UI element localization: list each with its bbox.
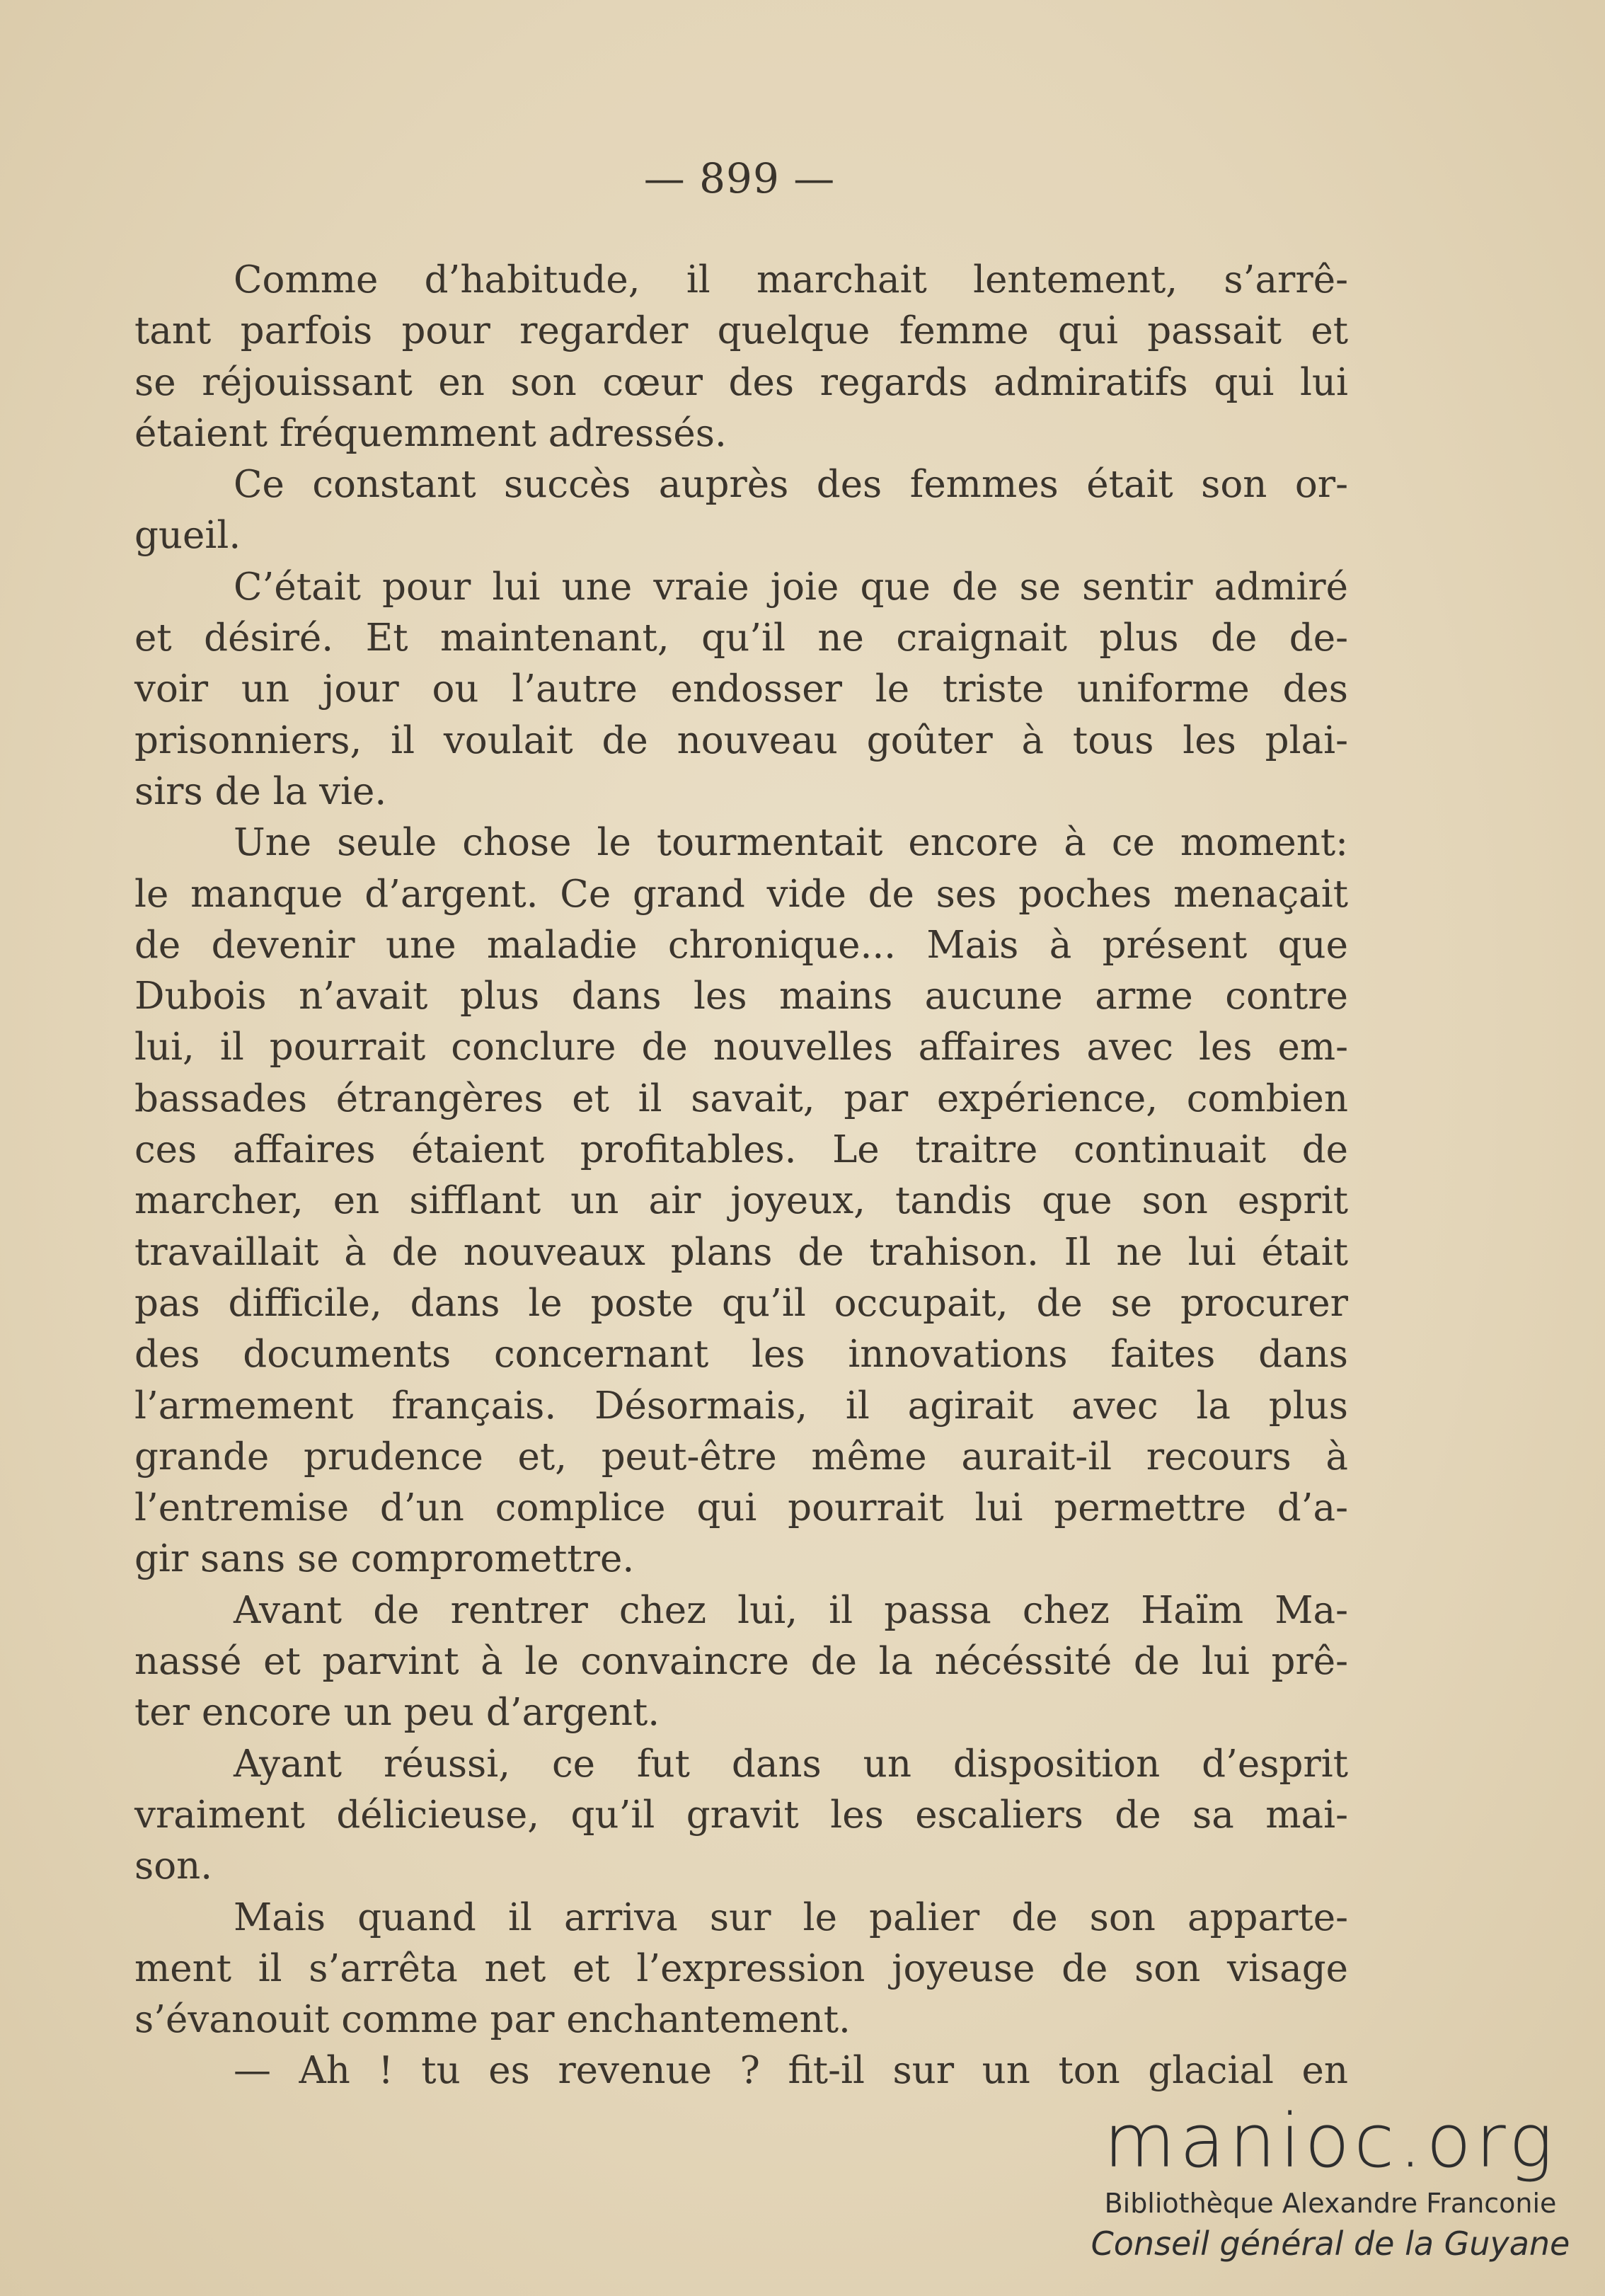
text-line: Comme d’habitude, il marchait lentement, s’arrê- [234, 258, 1348, 302]
text-line: étaient fréquemment adressés. [134, 411, 727, 455]
text-line: voir un jour ou l’autre endosser le triste uniforme des [134, 667, 1348, 711]
text-line: marcher, en sifflant un air joyeux, tandis que son esprit [134, 1179, 1348, 1223]
text-line: Mais quand il arriva sur le palier de son apparte- [234, 1895, 1348, 1939]
text-line: bassades étrangères et il savait, par expérience, combien [134, 1077, 1348, 1120]
text-line: Une seule chose le tourmentait encore à ce moment: [234, 821, 1348, 865]
text-line: — Ah ! tu es revenue ? fit-il sur un ton glacial en [234, 2049, 1348, 2093]
manioc-logo: manioc.org [1103, 2098, 1558, 2184]
text-line: ment il s’arrêta net et l’expression joyeuse de son visage [134, 1946, 1348, 1990]
text-line: grande prudence et, peut-être même aurait-il recours à [134, 1435, 1348, 1479]
text-line: ces affaires étaient profitables. Le traitre continuait de [134, 1128, 1348, 1172]
manioc-watermark [1090, 2099, 1571, 2266]
text-line: se réjouissant en son cœur des regards admiratifs qui lui [134, 360, 1348, 404]
text-line: s’évanouit comme par enchantement. [134, 1998, 851, 2042]
text-line: des documents concernant les innovations faites dans [134, 1333, 1348, 1377]
library-name: Bibliothèque Alexandre Franconie [1104, 2188, 1557, 2219]
text-line: travaillait à de nouveaux plans de trahison. Il ne lui était [134, 1230, 1348, 1274]
text-line: C’était pour lui une vraie joie que de se sentir admiré [234, 565, 1348, 609]
council-name: Conseil général de la Guyane [1091, 2225, 1570, 2263]
text-line: ter encore un peu d’argent. [134, 1691, 660, 1735]
text-line: prisonniers, il voulait de nouveau goûter à tous les plai- [134, 718, 1348, 762]
text-line: sirs de la vie. [134, 769, 387, 813]
text-line: l’entremise d’un complice qui pourrait lui permettre d’a- [134, 1486, 1348, 1530]
text-line: lui, il pourrait conclure de nouvelles affaires avec les em- [134, 1026, 1348, 1069]
page-number: — 899 — [643, 154, 836, 202]
text-line: et désiré. Et maintenant, qu’il ne craignait plus de de- [134, 616, 1348, 660]
body-text [134, 255, 1348, 2097]
text-line: Ayant réussi, ce fut dans un disposition d’esprit [234, 1742, 1348, 1786]
text-line: vraiment délicieuse, qu’il gravit les escaliers de sa mai- [134, 1793, 1348, 1837]
text-line: de devenir une maladie chronique... Mais à présent que [134, 923, 1348, 967]
text-line: le manque d’argent. Ce grand vide de ses poches menaçait [134, 872, 1348, 916]
text-line: Dubois n’avait plus dans les mains aucune arme contre [134, 975, 1348, 1018]
text-line: son. [134, 1844, 213, 1888]
text-line: Ce constant succès auprès des femmes était son or- [234, 463, 1348, 507]
text-line: pas difficile, dans le poste qu’il occupait, de se procurer [134, 1281, 1348, 1325]
text-line: l’armement français. Désormais, il agirait avec la plus [134, 1384, 1348, 1428]
text-line: gueil. [134, 514, 241, 558]
text-line: gir sans se compromettre. [134, 1537, 635, 1581]
text-line: Avant de rentrer chez lui, il passa chez Haïm Ma- [234, 1588, 1348, 1632]
text-line: nassé et parvint à le convaincre de la nécéssité de lui prê- [134, 1640, 1348, 1684]
text-line: tant parfois pour regarder quelque femme qui passait et [134, 309, 1348, 353]
